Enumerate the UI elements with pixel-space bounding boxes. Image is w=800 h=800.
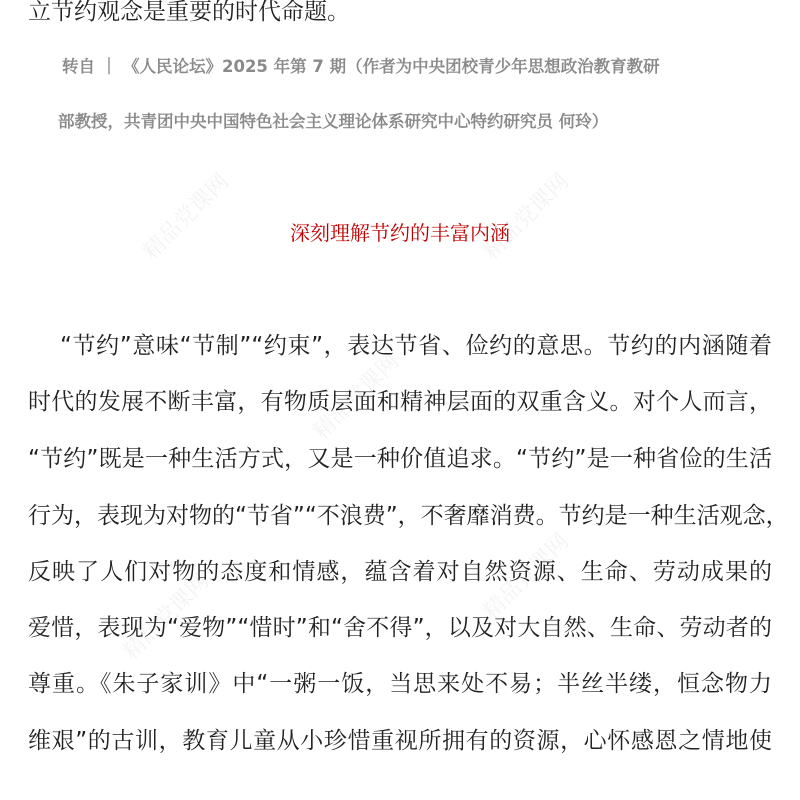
watermark: 精品党课网 (478, 169, 575, 265)
body-line: “节约”既是一种生活方式，又是一种价值追求。“节约”是一种省俭的生活 (28, 446, 772, 472)
previous-paragraph-tail: 立节约观念是重要的时代命题。 (28, 0, 350, 25)
body-line: 时代的发展不断丰富，有物质层面和精神层面的双重含义。对个人而言， (28, 389, 772, 415)
watermark: 精品党课网 (118, 569, 215, 665)
watermark: 精品党课网 (138, 169, 235, 265)
watermark: 精品党课网 (478, 529, 575, 625)
body-line: “节约”意味“节制”“约束”，表达节省、俭约的意思。节约的内涵随着 (60, 333, 772, 359)
source-line-2: 部教授，共青团中央中国特色社会主义理论体系研究中心特约研究员 何玲） (58, 112, 609, 131)
body-line: 反映了人们对物的态度和情感，蕴含着对自然资源、生命、劳动成果的 (28, 559, 772, 585)
body-line: 行为，表现为对物的“节省”“不浪费”，不奢靡消费。节约是一种生活观念， (28, 503, 789, 529)
watermark: 精品党课网 (308, 349, 405, 445)
section-title: 深刻理解节约的丰富内涵 (290, 221, 510, 245)
source-line-1: 转自 ｜ 《人民论坛》2025 年第 7 期（作者为中央团校青少年思想政治教育教研 (62, 57, 660, 76)
body-line: 尊重。《朱子家训》中“一粥一饭，当思来处不易；半丝半缕，恒念物力 (28, 671, 772, 697)
body-line: 爱惜，表现为“爱物”“惜时”和“舍不得”，以及对大自然、生命、劳动者的 (28, 615, 772, 641)
body-line: 维艰”的古训，教育儿童从小珍惜重视所拥有的资源，心怀感恩之情地使 (28, 728, 772, 754)
